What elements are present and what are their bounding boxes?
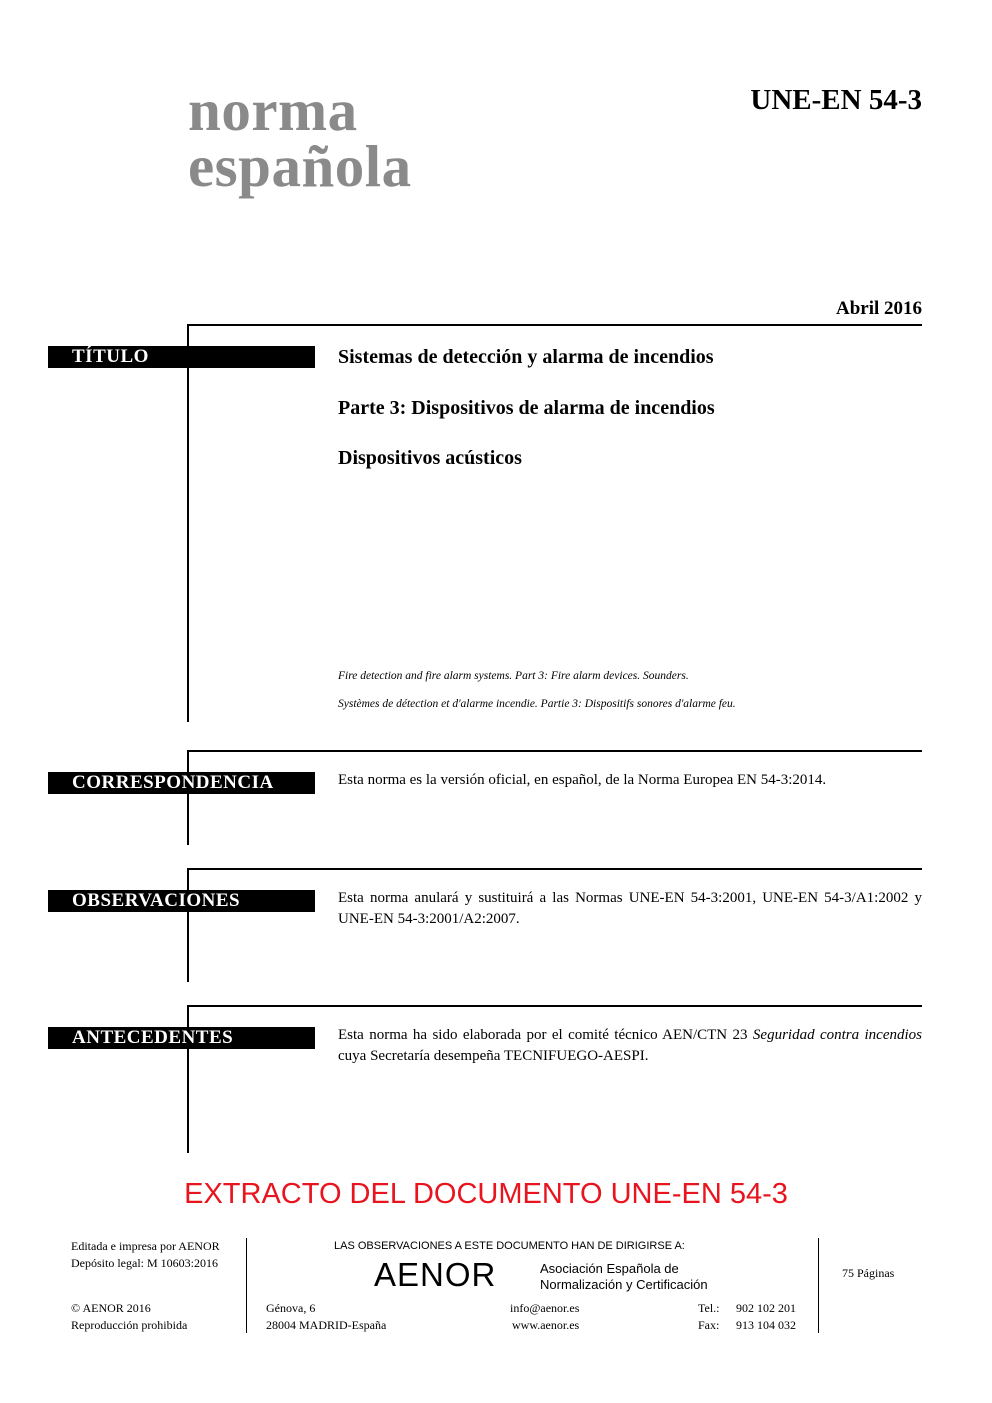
address-street: Génova, 6	[266, 1301, 316, 1315]
footer-divider-right	[818, 1238, 819, 1333]
antecedentes-committee-name: Seguridad contra incendios	[752, 1027, 922, 1043]
title-line-2: Parte 3: Dispositivos de alarma de incendios	[338, 397, 715, 419]
titulo-top-rule	[188, 324, 922, 326]
extract-banner: EXTRACTO DEL DOCUMENTO UNE-EN 54-3	[184, 1178, 788, 1210]
titulo-vertical-rule	[187, 324, 189, 722]
tel-number: 902 102 201	[736, 1301, 796, 1315]
correspondencia-top-rule	[188, 750, 922, 752]
footer-divider-left	[246, 1238, 247, 1333]
titulo-label: TÍTULO	[48, 346, 315, 368]
english-title: Fire detection and fire alarm systems. Part 3: Fire alarm devices. Sounders.	[338, 670, 689, 682]
observaciones-text: Esta norma anulará y sustituirá a las Normas UNE-EN 54-3:2001, UNE-EN 54-3/A1:2002 y UNE-EN 54-3:2001/A2:2007.	[338, 890, 922, 927]
french-title: Systèmes de détection et d'alarme incendie. Partie 3: Dispositifs sonores d'alarme feu.	[338, 698, 736, 710]
reproduction-notice: Reproducción prohibida	[71, 1318, 188, 1332]
copyright: © AENOR 2016	[71, 1301, 151, 1315]
fax-number: 913 104 032	[736, 1318, 796, 1332]
antecedentes-text	[338, 1025, 922, 1067]
antecedentes-text-end: cuya Secretaría desempeña TECNIFUEGO-AESPI.	[338, 1048, 649, 1064]
observations-address-heading: LAS OBSERVACIONES A ESTE DOCUMENTO HAN DE DIRIGIRSE A:	[334, 1240, 685, 1252]
title-line-1: Sistemas de detección y alarma de incendios	[338, 346, 714, 368]
observaciones-vertical-rule	[187, 868, 189, 982]
antecedentes-top-rule	[188, 1005, 922, 1007]
address-city: 28004 MADRID-España	[266, 1318, 387, 1332]
title-line-3: Dispositivos acústicos	[338, 447, 522, 469]
antecedentes-text-start: Esta norma ha sido elaborada por el comité técnico AEN/CTN 23	[338, 1027, 753, 1043]
fax-label: Fax:	[698, 1318, 720, 1332]
aenor-full-name	[540, 1261, 708, 1293]
footer-copyright	[71, 1300, 187, 1334]
email-link[interactable]: info@aenor.es	[510, 1301, 580, 1315]
website-link[interactable]: www.aenor.es	[512, 1318, 580, 1332]
footer-address	[266, 1300, 386, 1334]
org-name-line-2: Normalización y Certificación	[540, 1277, 708, 1292]
correspondencia-text: Esta norma es la versión oficial, en español, de la Norma Europea EN 54-3:2014.	[338, 772, 827, 788]
tel-label: Tel.:	[698, 1301, 720, 1315]
org-name-line-1: Asociación Española de	[540, 1261, 679, 1276]
antecedentes-label: ANTECEDENTES	[48, 1027, 315, 1049]
edited-by: Editada e impresa por AENOR	[71, 1239, 220, 1253]
brand-line-2: española	[188, 133, 412, 199]
standard-code: UNE-EN 54-3	[750, 84, 922, 116]
observaciones-top-rule	[188, 868, 922, 870]
page-count: 75 Páginas	[842, 1266, 895, 1280]
brand-title	[188, 77, 412, 199]
brand-line-1: norma	[188, 77, 358, 143]
observaciones-label: OBSERVACIONES	[48, 890, 315, 912]
footer-edition	[71, 1238, 220, 1272]
legal-deposit: Depósito legal: M 10603:2016	[71, 1256, 218, 1270]
footer-phone	[698, 1300, 796, 1334]
footer-contact	[510, 1300, 579, 1334]
correspondencia-vertical-rule	[187, 750, 189, 845]
publication-date: Abril 2016	[835, 298, 922, 319]
correspondencia-label: CORRESPONDENCIA	[48, 772, 315, 794]
aenor-logo: AENOR	[374, 1256, 497, 1293]
